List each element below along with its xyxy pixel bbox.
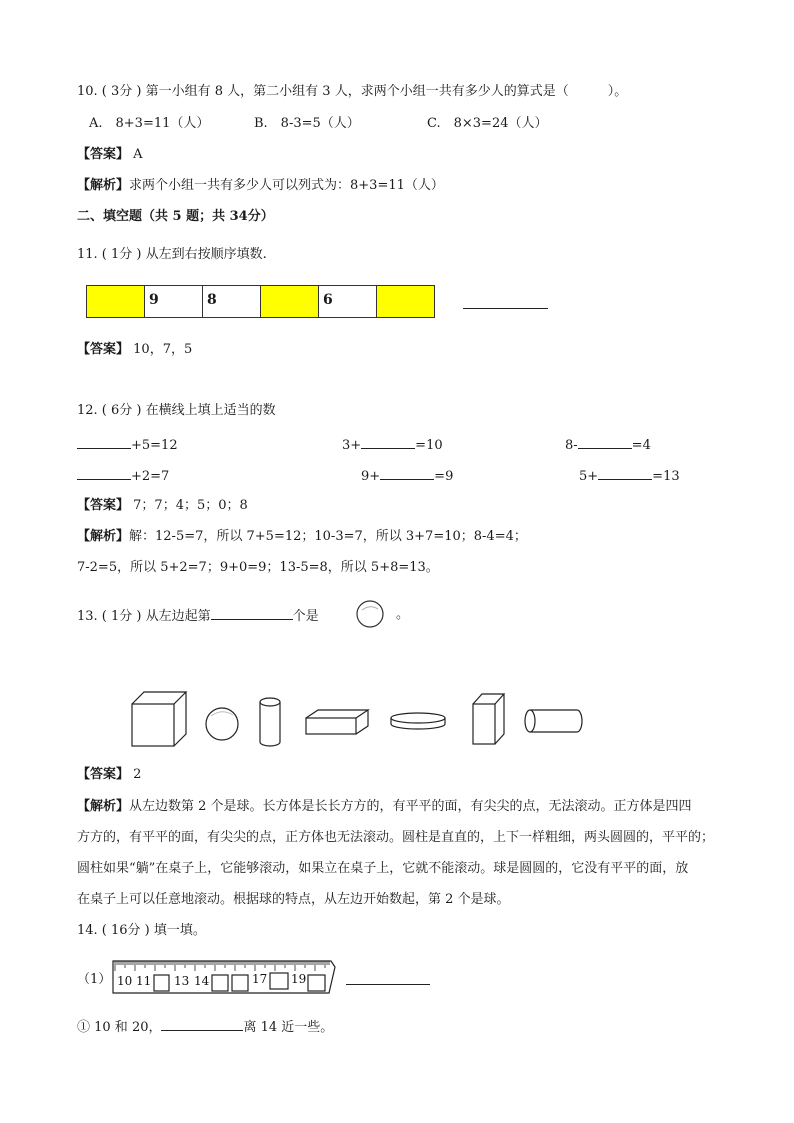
answer-value: 7；7；4；5；0；8 [133,498,248,513]
equation-5 [361,467,453,485]
flat-cylinder-icon [391,713,445,729]
equation-text: 9+ [361,469,381,484]
analysis-text: 解：12-5=7，所以 7+5=12；10-3=7，所以 3+7=10；8-4=4； [129,529,527,544]
ruler-blank-box [212,975,228,991]
answer-label: 【答案】 [77,342,130,357]
answer-blank[interactable] [598,467,652,480]
q11-stem: 11. ( 1分 ) 从左到右按顺序填数. [77,247,267,262]
q13-answer [77,767,141,783]
ruler-blank-box [270,973,288,989]
lying-cylinder-icon [525,710,582,732]
ruler-label: 10 [117,974,133,988]
cuboid-icon [306,710,368,734]
q10-analysis [77,178,444,194]
answer-blank[interactable] [380,467,434,480]
cube-icon [132,692,186,746]
analysis-text: 求两个小组一共有多少人可以列式为：8+3=11（人） [129,178,444,193]
sphere-icon [356,600,386,630]
q13-stem-end: 。 [396,607,410,622]
equation-1 [77,436,178,454]
ruler-label: 14 [194,974,210,988]
number-box: 6 [318,285,377,318]
stem-text: 个是 [292,609,319,624]
ruler-label: 11 [136,974,152,988]
number-box [376,285,435,318]
analysis-label: 【解析】 [77,799,130,814]
q12-analysis [77,529,527,545]
q13-analysis-cont: 圆柱如果“躺”在桌子上，它能够滚动，如果立在桌子上，它就不能滚动。球是圆圆的，它没有平平的面，放 [77,861,689,876]
number-boxes [87,285,435,318]
equation-6 [579,467,680,485]
answer-blank[interactable] [77,436,131,449]
equation-text: 5+ [579,469,599,484]
answer-value: A [133,147,143,162]
q12-answer [77,498,248,514]
equation-text: 8- [565,438,578,453]
sub-question-text: ① 10 和 20， [77,1020,162,1035]
equation-text: +5=12 [131,438,178,453]
answer-blank[interactable] [346,984,430,985]
equation-text: =9 [434,469,454,484]
answer-blank[interactable] [161,1018,243,1031]
answer-blank[interactable] [578,436,632,449]
ruler-label: 17 [252,972,268,986]
equation-2 [342,436,443,454]
cuboid-icon [473,694,504,744]
sub-question-text: 离 14 近一些。 [243,1020,334,1035]
ruler-label: 19 [291,972,307,986]
ruler [109,955,339,999]
q10-option-a: A. 8+3=11（人） [89,116,210,131]
q12-analysis-cont: 7-2=5，所以 5+2=7；9+0=9；13-5=8，所以 5+8=13。 [77,560,439,575]
ruler-blank-box [232,975,248,991]
equation-text: 3+ [342,438,362,453]
answer-blank[interactable] [211,607,293,620]
q10-stem: 10. ( 3分 ) 第一小组有 8 人，第二小组有 3 人，求两个小组一共有多少人的算式是（ ）。 [77,84,628,99]
answer-label: 【答案】 [77,498,130,513]
equation-text: =13 [652,469,680,484]
equation-3 [565,436,651,454]
analysis-text: 从左边数第 2 个是球。长方体是长长方方的，有平平的面，有尖尖的点，无法滚动。正方体是四四 [129,799,692,814]
ruler-blank-box [154,975,169,991]
answer-value: 10，7，5 [133,342,193,357]
ruler-blank-box [308,975,325,991]
q11-answer [77,342,192,358]
answer-label: 【答案】 [77,147,130,162]
solid-shapes [125,688,595,750]
sphere-icon [206,708,238,740]
cylinder-icon [260,698,280,746]
analysis-label: 【解析】 [77,178,130,193]
answer-value: 2 [133,767,142,782]
q10-answer [77,147,143,163]
q10-option-b: B. 8-3=5（人） [254,116,360,131]
section-title: 二、填空题（共 5 题；共 34分） [77,209,274,224]
q13-stem [77,607,319,625]
equation-text: =10 [415,438,443,453]
q14-sub1 [77,1018,333,1036]
number-box: 9 [144,285,203,318]
stem-text: 13. ( 1分 ) 从左边起第 [77,609,211,624]
equation-4 [77,467,169,485]
answer-blank[interactable] [361,436,415,449]
q12-stem: 12. ( 6分 ) 在横线上填上适当的数 [77,403,276,418]
ruler-label: 13 [174,974,190,988]
q13-analysis-cont: 方方的，有平平的面，有尖尖的点，正方体也无法滚动。圆柱是直直的，上下一样粗细，两头圆圆的，平平的； [77,830,715,845]
equation-text: +2=7 [131,469,170,484]
equation-text: =4 [631,438,651,453]
q14-stem: 14. ( 16分 ) 填一填。 [77,923,206,938]
answer-label: 【答案】 [77,767,130,782]
answer-blank[interactable] [77,467,131,480]
analysis-label: 【解析】 [77,529,130,544]
answer-blank[interactable] [463,308,548,309]
q13-analysis-cont: 在桌子上可以任意地滚动。根据球的特点，从左边开始数起，第 2 个是球。 [77,892,510,907]
q13-analysis [77,799,692,815]
q14-part-label: （1） [77,972,112,987]
q10-option-c: C. 8×3=24（人） [427,116,548,131]
number-box [86,285,145,318]
number-box: 8 [202,285,261,318]
number-box [260,285,319,318]
